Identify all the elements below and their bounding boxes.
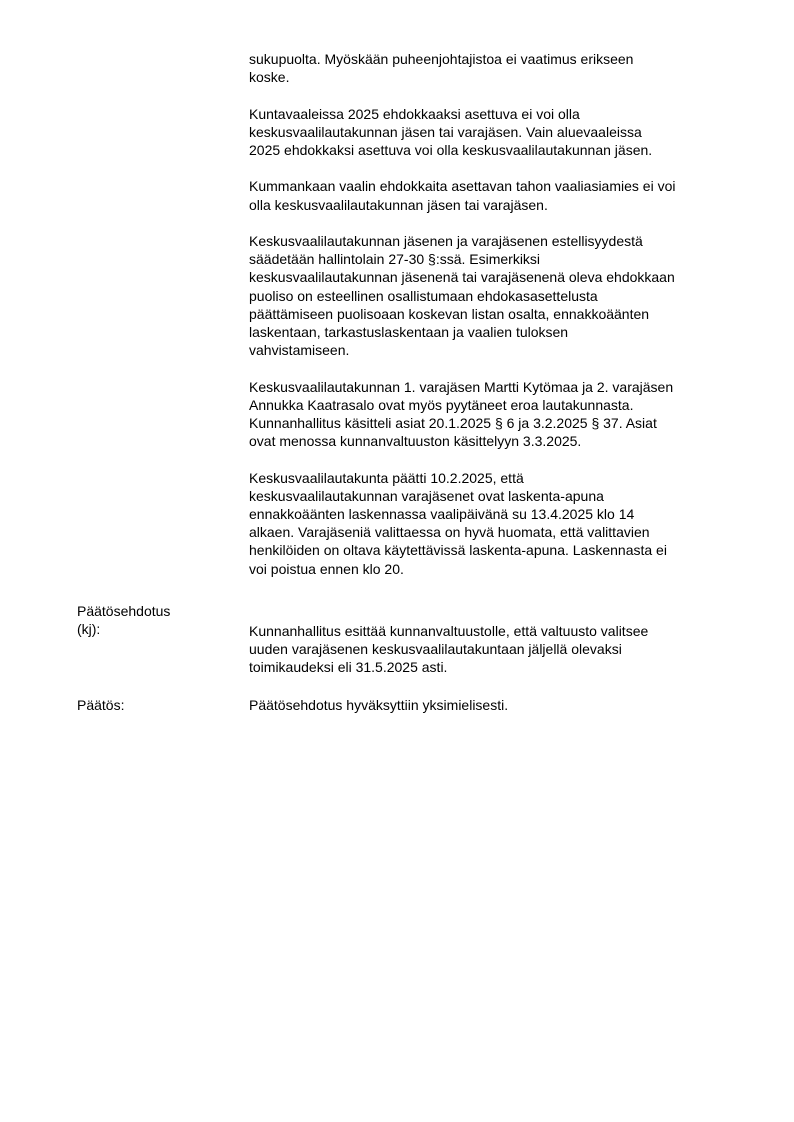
paragraph-disqualification: Keskusvaalilautakunnan jäsenen ja varajäsenen estellisyydestä säädetään hallintolain 27-30 §:ssä. Esimerkiksi keskusvaalilautakunnan jäsenenä tai varajäsenenä oleva ehdokkaan puoliso on esteellinen osallistumaan ehdokasasettelusta päättämiseen puolisoaan koskevan listan osalta, ennakkoäänten laskentaan, tarkastuslaskentaan ja vaalien tuloksen vahvistamiseen. xyxy=(249,232,675,359)
proposal-label: Päätösehdotus (kj): xyxy=(77,603,171,638)
decision-text: Päätösehdotus hyväksyttiin yksimielisesti. xyxy=(249,697,509,713)
paragraph-counting-duty: Keskusvaalilautakunta päätti 10.2.2025, että keskusvaalilautakunnan varajäsenet ovat laskenta-apuna ennakkoäänten laskennassa vaalipäivänä su 13.4.2025 klo 14 alkaen. Varajäseniä valittaessa on hyvä huomata, että valittavien henkilöiden on oltava käytettävissä laskenta-apuna. Laskennasta ei voi poistua ennen klo 20. xyxy=(249,469,667,577)
paragraph-gender-requirement: sukupuolta. Myöskään puheenjohtajistoa ei vaatimus erikseen koske. xyxy=(249,51,634,86)
paragraph-election-agent: Kummankaan vaalin ehdokkaita asettavan tahon vaaliasiamies ei voi olla keskusvaalilautakunnan jäsen tai varajäsen. xyxy=(249,178,676,213)
proposal-text: Kunnanhallitus esittää kunnanvaltuustolle, että valtuusto valitsee uuden varajäsenen keskusvaalilautakuntaan jäljellä olevaksi toimikaudeksi eli 31.5.2025 asti. xyxy=(249,623,649,676)
body-text xyxy=(249,50,741,596)
paragraph-resignations: Keskusvaalilautakunnan 1. varajäsen Martti Kytömaa ja 2. varajäsen Annukka Kaatrasalo ovat myös pyytäneet eroa lautakunnasta. Kunnanhallitus käsitteli asiat 20.1.2025 § 6 ja 3.2.2025 § 37. Asiat ovat menossa kunnanvaltuuston käsittelyyn 3.3.2025. xyxy=(249,378,674,450)
decision-label: Päätös: xyxy=(77,697,125,713)
paragraph-candidate-eligibility: Kuntavaaleissa 2025 ehdokkaaksi asettuva ei voi olla keskusvaalilautakunnan jäsen tai varajäsen. Vain aluevaaleissa 2025 ehdokkaksi asettuva voi olla keskusvaalilautakunnan jäsen. xyxy=(249,105,653,158)
